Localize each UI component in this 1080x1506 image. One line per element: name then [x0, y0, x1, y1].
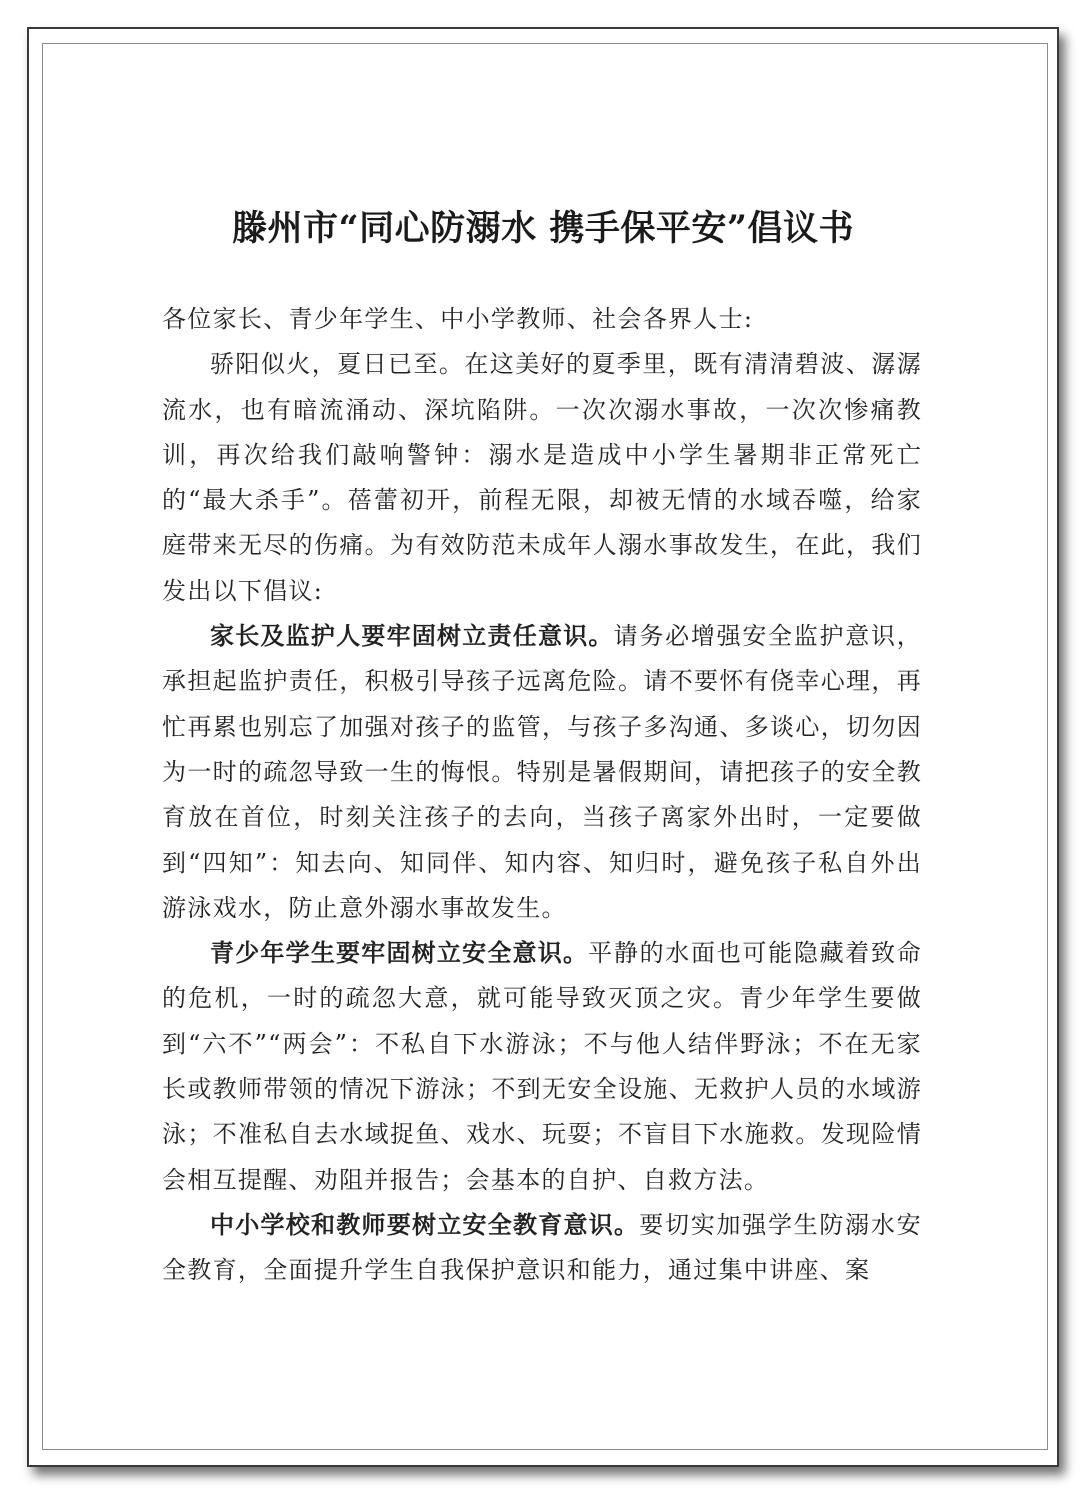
paragraph-lead: 家长及监护人要牢固树立责任意识。: [210, 622, 614, 651]
paragraph-lead: 青少年学生要牢固树立安全意识。: [210, 939, 589, 968]
document-title: 滕州市“同心防溺水 携手保平安”倡议书: [232, 208, 854, 249]
paragraph-lead: 中小学校和教师要树立安全教育意识。: [210, 1210, 640, 1239]
students-paragraph: [162, 931, 922, 1203]
salutation: 各位家长、青少年学生、中小学教师、社会各界人士:: [162, 305, 754, 333]
parents-paragraph: [162, 614, 922, 931]
document-page: [27, 27, 1059, 1467]
document-body: [162, 297, 922, 1294]
paragraph-text: 要切实加强学生防溺水安全教育，全面提升学生自我保护意识和能力，通过集中讲座、案: [162, 1210, 922, 1285]
paragraph-text: 请务必增强安全监护意识，承担起监护责任，积极引导孩子远离危险。请不要怀有侥幸心理，再忙再累也别忘了加强对孩子的监管，与孩子多沟通、多谈心，切勿因为一时的疏忽导致一生的悔恨。特别是暑假期间，请把孩子的安全教育放在首位，时刻关注孩子的去向，当孩子离家外出时，一定要做到“四知”：知去向、知同伴、知内容、知归时，避免孩子私自外出游泳戏水，防止意外溺水事故发生。: [162, 622, 922, 922]
paragraph-text: 平静的水面也可能隐藏着致命的危机，一时的疏忽大意，就可能导致灭顶之灾。青少年学生要做到“六不”“两会”：不私自下水游泳；不与他人结伴野泳；不在无家长或教师带领的情况下游泳；不到无安全设施、无救护人员的水域游泳；不准私自去水域捉鱼、戏水、玩耍；不盲目下水施救。发现险情会相互提醒、劝阻并报告；会基本的自护、自救方法。: [162, 939, 923, 1194]
schools-paragraph: [162, 1203, 922, 1294]
intro-paragraph: 骄阳似火，夏日已至。在这美好的夏季里，既有清清碧波、潺潺流水，也有暗流涌动、深坑陷阱。一次次溺水事故，一次次惨痛教训，再次给我们敲响警钟：溺水是造成中小学生暑期非正常死亡的“最大杀手”。蓓蕾初开，前程无限，却被无情的水域吞噬，给家庭带来无尽的伤痛。为有效防范未成年人溺水事故发生，在此，我们发出以下倡议:: [162, 350, 922, 605]
